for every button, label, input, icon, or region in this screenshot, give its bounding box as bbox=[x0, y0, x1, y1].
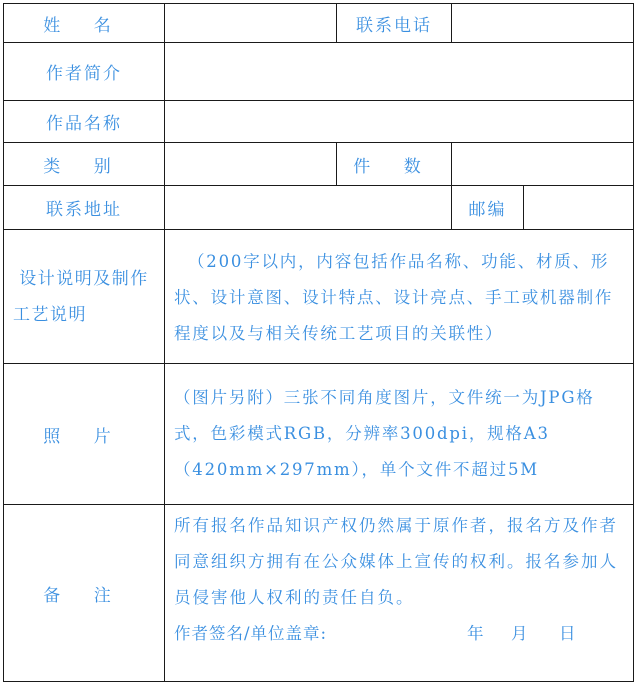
work-title-field[interactable] bbox=[165, 101, 633, 142]
design-desc-label bbox=[4, 230, 164, 363]
category-label: 类 别 bbox=[43, 156, 125, 177]
bio-label: 作者简介 bbox=[46, 64, 122, 84]
phone-label: 联系电话 bbox=[356, 15, 432, 36]
remarks-label: 备 注 bbox=[43, 586, 125, 606]
name-field[interactable] bbox=[165, 4, 336, 42]
design-desc-label-line1: 设计说明及制作 bbox=[19, 268, 149, 289]
signature-label: 作者签名/单位盖章: bbox=[174, 624, 328, 643]
year-label: 年 bbox=[467, 624, 485, 643]
work-title-label: 作品名称 bbox=[46, 114, 122, 134]
address-field[interactable] bbox=[165, 186, 451, 229]
quantity-label: 件 数 bbox=[353, 156, 435, 177]
design-desc-hint[interactable]: （200字以内，内容包括作品名称、功能、材质、形状、设计意图、设计特点、设计亮点、手工或机器制作程度以及与相关传统工艺项目的关联性） bbox=[174, 252, 614, 343]
design-desc-label-line2: 工艺说明 bbox=[13, 304, 87, 325]
month-label: 月 bbox=[511, 624, 529, 643]
category-field[interactable] bbox=[165, 143, 336, 185]
bio-field[interactable] bbox=[165, 43, 633, 100]
photo-hint[interactable]: （图片另附）三张不同角度图片，文件统一为JPG格式，色彩模式RGB，分辨率300dpi，规格A3（420mm×297mm），单个文件不超过5M bbox=[174, 388, 595, 479]
postcode-label: 邮编 bbox=[468, 200, 507, 220]
address-label: 联系地址 bbox=[46, 200, 122, 220]
photo-label: 照 片 bbox=[43, 426, 125, 447]
day-label: 日 bbox=[559, 624, 577, 643]
phone-field[interactable] bbox=[452, 4, 633, 42]
quantity-field[interactable] bbox=[452, 143, 633, 185]
postcode-field[interactable] bbox=[524, 186, 633, 229]
remarks-text: 所有报名作品知识产权仍然属于原作者，报名方及作者同意组织方拥有在公众媒体上宣传的权利。报名参加人员侵害他人权利的责任自负。 bbox=[174, 516, 618, 607]
name-label: 姓 名 bbox=[43, 15, 125, 36]
